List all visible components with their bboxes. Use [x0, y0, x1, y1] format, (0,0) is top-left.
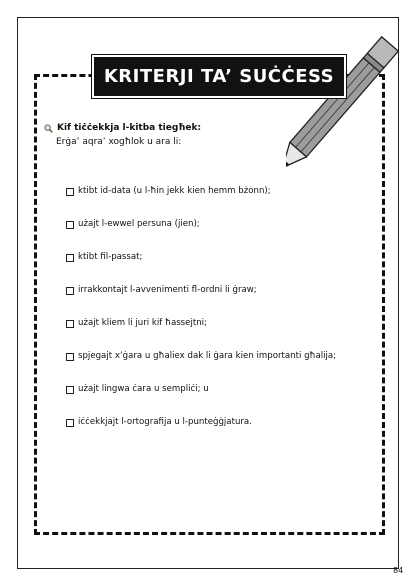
list-item-text: spjegajt x’ġara u għaliex dak li ġara kien importanti għalija;: [78, 351, 337, 361]
success-criteria-list: [66, 186, 336, 450]
pencil-icon: [286, 30, 406, 172]
list-item-text: iċċekkjajt l-ortografija u l-punteġġjatura.: [78, 417, 252, 427]
checkbox-icon: [66, 287, 74, 295]
magnifier-icon: [44, 124, 53, 133]
list-item-text: użajt lingwa ċara u sempliċi; u: [78, 384, 209, 394]
page-title: KRITERJI TA’ SUĊĊESS: [103, 66, 335, 87]
checklist-heading: [44, 123, 201, 133]
list-item-text: ktibt id-data (u l-ħin jekk kien hemm bżonn);: [78, 186, 271, 196]
list-item-text: irrakkontajt l-avvenimenti fl-ordni li ġraw;: [78, 285, 257, 295]
list-item-text: użajt l-ewwel persuna (jien);: [78, 219, 200, 229]
list-item: [66, 219, 336, 252]
list-item: [66, 417, 336, 450]
checkbox-icon: [66, 386, 74, 394]
list-item: [66, 384, 336, 417]
checkbox-icon: [66, 188, 74, 196]
list-item: [66, 351, 336, 384]
list-item-text: ktibt fil-passat;: [78, 252, 143, 262]
list-item: [66, 186, 336, 219]
page-number: 84: [393, 566, 404, 575]
checkbox-icon: [66, 419, 74, 427]
list-item-text: użajt kliem li juri kif ħassejtni;: [78, 318, 207, 328]
checkbox-icon: [66, 221, 74, 229]
list-item: [66, 318, 336, 351]
list-item: [66, 285, 336, 318]
checklist-subheading: Erġa’ aqra’ xogħlok u ara li:: [56, 137, 182, 147]
checkbox-icon: [66, 320, 74, 328]
list-item: [66, 252, 336, 285]
heading-text: Kif tiċċekkja l-kitba tiegħek:: [57, 123, 202, 133]
checkbox-icon: [66, 353, 74, 361]
title-banner: [92, 55, 346, 98]
checkbox-icon: [66, 254, 74, 262]
